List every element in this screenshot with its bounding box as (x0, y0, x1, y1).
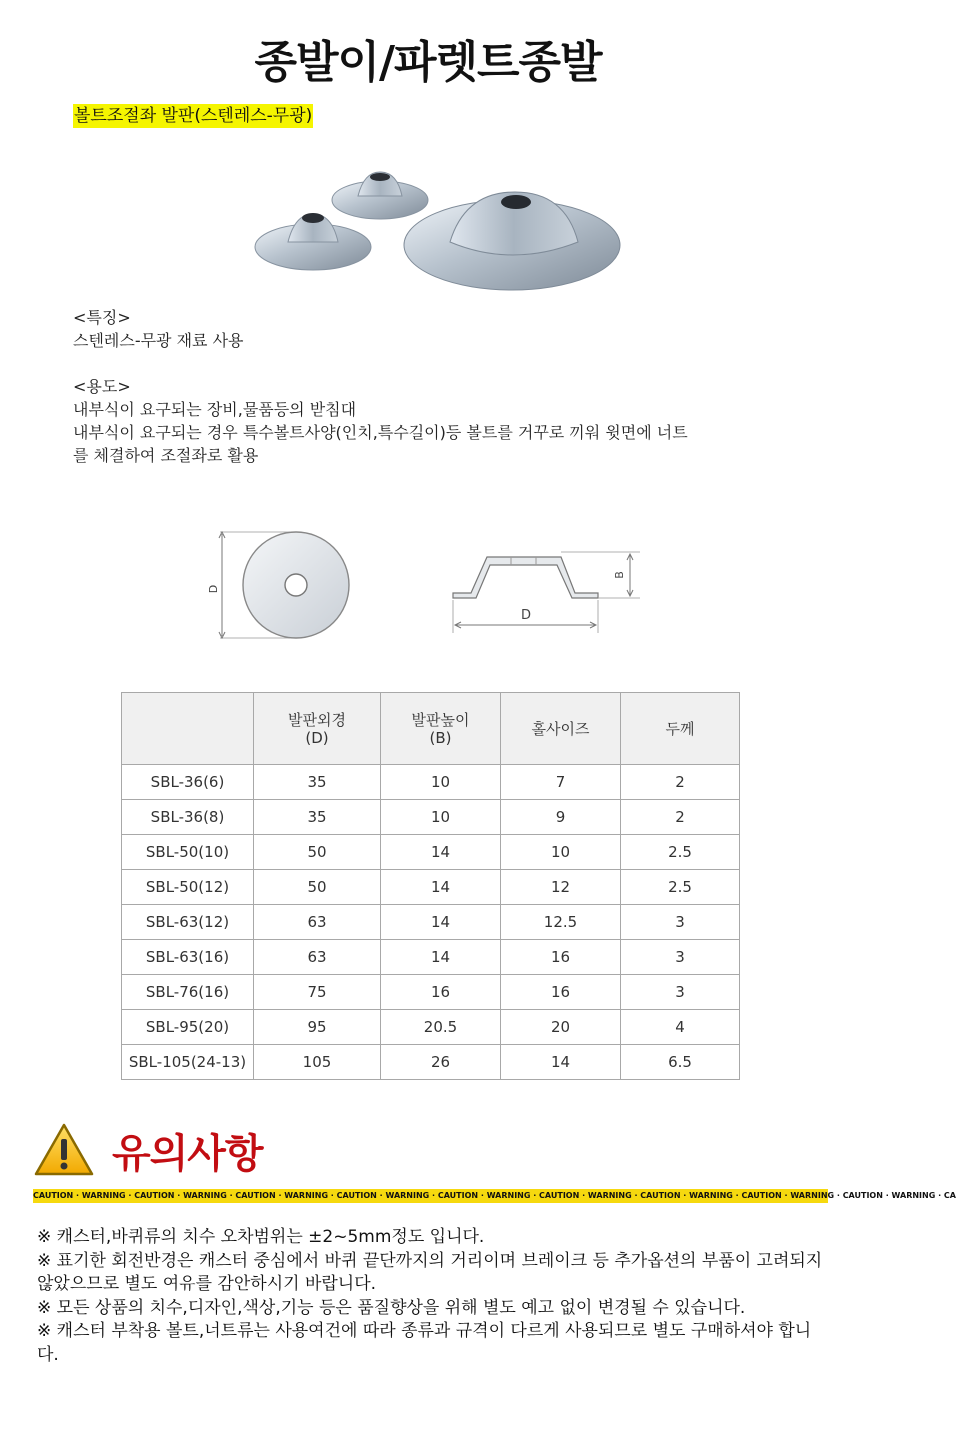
page-title: 종발이/파렛트종발 (254, 37, 602, 88)
cell-model: SBL-36(8) (122, 800, 254, 835)
usage-line: 내부식이 요구되는 장비,물품등의 받침대 (73, 400, 357, 419)
cell-thickness: 4 (621, 1010, 740, 1045)
medium-washer (332, 172, 428, 219)
cell-thickness: 2.5 (621, 870, 740, 905)
cell-model: SBL-95(20) (122, 1010, 254, 1045)
header-line: (B) (429, 728, 452, 747)
cell-hole-size: 16 (501, 940, 621, 975)
cell-height: 10 (381, 765, 501, 800)
usage-line: 를 체결하여 조절좌로 활용 (73, 446, 259, 465)
spec-table (121, 692, 740, 1080)
table-row (122, 765, 740, 800)
features-line: 스텐레스-무광 재료 사용 (73, 331, 244, 350)
cell-outer-diameter: 95 (254, 1010, 381, 1045)
usage-line: 내부식이 요구되는 경우 특수볼트사양(인치,특수길이)등 볼트를 거꾸로 끼워 윗면에 너트 (73, 423, 688, 442)
note-item: ※ 모든 상품의 치수,디자인,색상,기능 등은 품질향상을 위해 별도 예고 없이 변경될 수 있습니다. (37, 1297, 746, 1318)
cell-hole-size: 7 (501, 765, 621, 800)
features-heading: <특징> (73, 308, 131, 327)
cell-hole-size: 12 (501, 870, 621, 905)
cell-outer-diameter: 63 (254, 905, 381, 940)
cell-height: 14 (381, 835, 501, 870)
cell-model: SBL-76(16) (122, 975, 254, 1010)
cell-thickness: 2 (621, 765, 740, 800)
cell-thickness: 3 (621, 940, 740, 975)
table-row (122, 940, 740, 975)
cell-outer-diameter: 35 (254, 800, 381, 835)
dimension-diagrams (200, 515, 660, 655)
cell-outer-diameter: 35 (254, 765, 381, 800)
cell-outer-diameter: 63 (254, 940, 381, 975)
table-row (122, 800, 740, 835)
table-row (122, 975, 740, 1010)
header-cell-outer-diameter (254, 693, 381, 765)
small-washer (255, 213, 371, 270)
cell-model: SBL-63(12) (122, 905, 254, 940)
product-photo (240, 150, 630, 305)
caution-notes (37, 1226, 827, 1367)
product-subtitle: 볼트조절좌 발판(스텐레스-무광) (74, 106, 313, 126)
cell-model: SBL-105(24-13) (122, 1045, 254, 1080)
table-row (122, 1010, 740, 1045)
header-cell-hole-size (501, 693, 621, 765)
table-row (122, 905, 740, 940)
cell-hole-size: 10 (501, 835, 621, 870)
cell-height: 16 (381, 975, 501, 1010)
cell-hole-size: 12.5 (501, 905, 621, 940)
cell-model: SBL-36(6) (122, 765, 254, 800)
table-row (122, 1045, 740, 1080)
cell-height: 20.5 (381, 1010, 501, 1045)
cell-model: SBL-50(12) (122, 870, 254, 905)
header-line: 발판외경 (288, 710, 346, 729)
d-label: D (520, 608, 532, 623)
header-cell-model (122, 693, 254, 765)
top-view-drawing (207, 532, 349, 638)
cell-height: 26 (381, 1045, 501, 1080)
cell-thickness: 2 (621, 800, 740, 835)
cell-height: 14 (381, 905, 501, 940)
note-item: ※ 캐스터 부착용 볼트,너트류는 사용여건에 따라 종류과 규격이 다르게 사용되므로 별도 구매하셔야 합니다. (37, 1321, 812, 1365)
cell-outer-diameter: 105 (254, 1045, 381, 1080)
table-row (122, 870, 740, 905)
header-line: (D) (305, 728, 329, 747)
usage-heading: <용도> (73, 377, 131, 396)
header-line: 발판높이 (411, 710, 470, 729)
cell-height: 14 (381, 940, 501, 975)
cell-hole-size: 14 (501, 1045, 621, 1080)
cell-height: 14 (381, 870, 501, 905)
warning-triangle-icon (33, 1122, 95, 1178)
cell-hole-size: 20 (501, 1010, 621, 1045)
cell-height: 10 (381, 800, 501, 835)
cell-thickness: 2.5 (621, 835, 740, 870)
note-item: ※ 캐스터,바퀴류의 치수 오차범위는 ±2~5mm정도 입니다. (37, 1227, 485, 1247)
table-row (122, 835, 740, 870)
cell-model: SBL-63(16) (122, 940, 254, 975)
b-label: B (613, 571, 626, 579)
header-line: 두께 (665, 719, 695, 738)
cell-outer-diameter: 75 (254, 975, 381, 1010)
header-cell-height (381, 693, 501, 765)
cell-model: SBL-50(10) (122, 835, 254, 870)
d-label: D (207, 584, 220, 594)
header-line: 홀사이즈 (531, 719, 590, 738)
cell-thickness: 3 (621, 905, 740, 940)
cell-thickness: 6.5 (621, 1045, 740, 1080)
header-cell-thickness (621, 693, 740, 765)
large-washer (404, 192, 620, 290)
cell-thickness: 3 (621, 975, 740, 1010)
cell-outer-diameter: 50 (254, 835, 381, 870)
table-header-row (122, 693, 740, 765)
note-item: ※ 표기한 회전반경은 캐스터 중심에서 바퀴 끝단까지의 거리이며 브레이크 등 추가옵션의 부품이 고려되지 않았으므로 별도 여유를 감안하시기 바랍니다. (37, 1250, 823, 1294)
caution-title: 유의사항 (112, 1131, 263, 1177)
cell-outer-diameter: 50 (254, 870, 381, 905)
cell-hole-size: 9 (501, 800, 621, 835)
caution-tape: CAUTION · WARNING · CAUTION · WARNING · CAUTION · WARNING · CAUTION · WARNING · CAUTION · WARNING · CAUTION · WARNING · CAUTION · WARNING · CAUTION · WARNING · CAUTION · WARNING · CA (33, 1189, 828, 1203)
cell-hole-size: 16 (501, 975, 621, 1010)
side-view-drawing (453, 552, 640, 633)
